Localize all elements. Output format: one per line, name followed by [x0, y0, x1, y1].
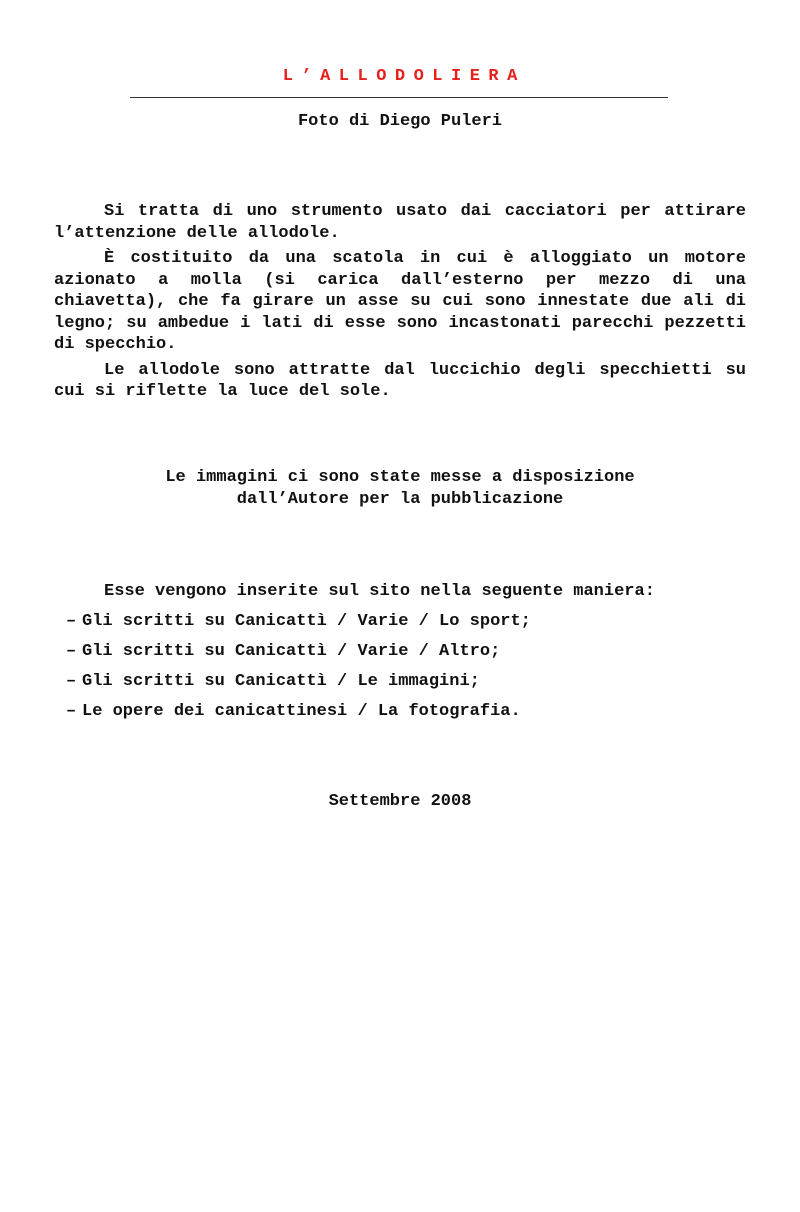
author-note-line-2: dall’Autore per la pubblicazione	[236, 489, 564, 509]
dash-bullet: –	[66, 642, 77, 661]
list-item	[66, 611, 531, 633]
description-body	[54, 201, 746, 407]
photo-credit: Foto di Diego Puleri	[297, 112, 503, 131]
author-note	[0, 467, 800, 510]
list-item-text: Gli scritti su Canicattì / Varie / Altro;	[82, 642, 501, 661]
title-divider	[130, 97, 668, 98]
dash-bullet: –	[66, 672, 77, 691]
list-item	[66, 701, 531, 723]
list-item	[66, 641, 531, 663]
publication-intro: Esse vengono inserite sul sito nella seguente maniera:	[104, 582, 655, 601]
publication-date: Settembre 2008	[328, 792, 472, 811]
list-item-text: Le opere dei canicattinesi / La fotografia.	[82, 702, 521, 721]
paragraph-construction: È costituito da una scatola in cui è alloggiato un motore azionato a molla (si carica dall’esterno per mezzo di una chiavetta), che fa girare un asse su cui sono innestate due ali di legno; su ambedue i lati di esse sono incastonati parecchi pezzetti di specchio.	[54, 249, 746, 354]
dash-bullet: –	[66, 612, 77, 631]
list-item-text: Gli scritti su Canicattì / Varie / Lo sport;	[82, 612, 531, 631]
paragraph-purpose: Si tratta di uno strumento usato dai cacciatori per attirare l’attenzione delle allodole.	[54, 202, 746, 243]
publication-list	[66, 611, 531, 731]
paragraph-attraction: Le allodole sono attratte dal luccichio degli specchietti su cui si riflette la luce del sole.	[54, 360, 746, 401]
author-note-line-1: Le immagini ci sono state messe a disposizione	[165, 468, 635, 487]
list-item-text: Gli scritti su Canicattì / Le immagini;	[82, 672, 480, 691]
list-item	[66, 671, 531, 693]
document-title: L’ALLODOLIERA	[282, 67, 526, 86]
dash-bullet: –	[66, 702, 77, 721]
